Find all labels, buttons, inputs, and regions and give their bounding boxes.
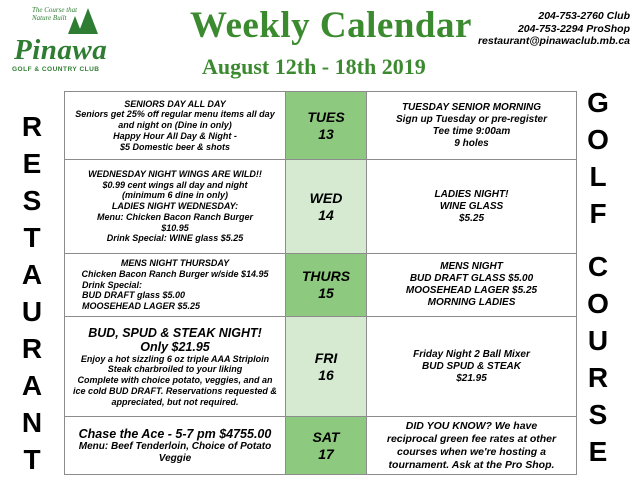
side-letter: R (587, 362, 609, 393)
day-cell (286, 317, 367, 417)
side-letter: A (21, 259, 43, 290)
side-letter: T (23, 444, 41, 475)
event-line: appreciated, but not required. (111, 396, 239, 407)
calendar-row-thursday (65, 254, 577, 317)
side-letter: T (23, 222, 41, 253)
golf-cell (367, 160, 577, 254)
calendar-row-saturday (65, 417, 577, 475)
event-line: DID YOU KNOW? We have (405, 419, 538, 432)
event-line: MENS NIGHT (440, 261, 503, 272)
side-letter: A (21, 370, 43, 401)
day-date: 14 (318, 206, 334, 223)
event-line: $0.99 cent wings all day and night (102, 179, 248, 190)
event-line: Seniors get 25% off regular menu items all day (75, 109, 275, 120)
day-date: 17 (318, 445, 334, 462)
side-spacer (578, 232, 618, 248)
golf-cell (367, 317, 577, 417)
date-range: August 12th - 18th 2019 (202, 54, 426, 79)
restaurant-cell (65, 92, 286, 160)
day-name: TUES (307, 108, 345, 125)
event-line: Drink Special: WINE glass $5.25 (106, 233, 244, 244)
day-date: 15 (318, 285, 334, 301)
day-date: 16 (318, 366, 334, 383)
day-name: THURS (301, 268, 351, 284)
side-letter: R (21, 111, 43, 142)
side-letter: E (588, 436, 608, 467)
logo-tagline: The Course that Nature Built (32, 6, 78, 22)
calendar-row-wednesday (65, 160, 577, 254)
day-cell (286, 254, 367, 317)
calendar-row-tuesday (65, 92, 577, 160)
event-line: Drink Special: (82, 279, 143, 290)
event-headline: BUD, SPUD & STEAK NIGHT! (88, 325, 262, 340)
event-line: MORNING LADIES (427, 297, 516, 308)
restaurant-cell (65, 317, 286, 417)
event-line: tournament. Ask at the Pro Shop. (388, 458, 555, 471)
proshop-phone: 204-753-2294 ProShop (517, 22, 630, 35)
restaurant-cell (65, 160, 286, 254)
side-letter: E (22, 148, 42, 179)
day-name: SAT (312, 428, 340, 445)
calendar-row-friday (65, 317, 577, 417)
event-line: WINE GLASS (439, 200, 504, 212)
event-headline: Chase the Ace - 5-7 pm $4755.00 (78, 426, 272, 441)
event-line: Menu: Beef Tenderloin, Choice of Potato (78, 440, 272, 452)
restaurant-cell (65, 254, 286, 317)
event-line: Friday Night 2 Ball Mixer (413, 348, 530, 360)
event-line: TUESDAY SENIOR MORNING (401, 101, 542, 113)
side-letter: N (21, 407, 43, 438)
event-line: Enjoy a hot sizzling 6 oz triple AAA Striploin (80, 353, 270, 364)
event-line: $5.25 (458, 212, 485, 224)
event-line: $5 Domestic beer & shots (119, 141, 231, 152)
event-line: (minimum 6 dine in only) (121, 190, 228, 201)
event-line: MOOSEHEAD LAGER $5.25 (82, 301, 201, 312)
event-line: LADIES NIGHT! (434, 188, 509, 200)
weekly-calendar-table (64, 91, 577, 475)
day-name: FRI (314, 349, 338, 366)
side-letter: F (589, 198, 607, 229)
event-line: Steak charbroiled to your liking (107, 364, 243, 375)
club-logo (6, 6, 118, 76)
event-line: MENS NIGHT THURSDAY (120, 258, 230, 268)
event-line: Tee time 9:00am (432, 125, 511, 137)
day-name: WED (309, 189, 343, 206)
event-line: and night on (Dine in only) (118, 120, 232, 131)
golf-cell (367, 92, 577, 160)
pine-tree-icon (78, 8, 98, 34)
side-letter: U (21, 296, 43, 327)
event-line: MOOSEHEAD LAGER $5.25 (405, 285, 538, 296)
event-line: Menu: Chicken Bacon Ranch Burger (96, 211, 254, 222)
side-letter: S (588, 399, 608, 430)
side-letter: R (21, 333, 43, 364)
side-letter: L (589, 161, 607, 192)
logo-name: Pinawa (14, 34, 108, 66)
event-line: $21.95 (456, 372, 487, 384)
side-letter: G (587, 87, 609, 118)
logo-subtitle: GOLF & COUNTRY CLUB (12, 66, 100, 73)
event-line: courses when we're hosting a (397, 445, 546, 458)
side-letter: C (587, 251, 609, 282)
golf-cell (367, 254, 577, 317)
event-line: 9 holes (454, 137, 489, 149)
event-line: Complete with choice potato, veggies, and an (77, 375, 273, 386)
restaurant-side-label (12, 108, 52, 478)
event-line: BUD DRAFT glass $5.00 (82, 290, 186, 301)
club-phone: 204-753-2760 Club (538, 10, 630, 22)
side-letter: O (587, 124, 609, 155)
event-line: Sign up Tuesday or pre-register (396, 113, 547, 125)
event-line: Veggie (158, 452, 192, 464)
event-line: reciprocal green fee rates at other (386, 432, 557, 445)
golf-course-side-label (578, 84, 618, 470)
day-date: 13 (318, 125, 334, 142)
email-link[interactable]: restaurant@pinawaclub.mb.ca (477, 35, 630, 47)
page-title: Weekly Calendar (190, 5, 472, 46)
event-line: $10.95 (161, 222, 189, 233)
event-line: BUD DRAFT GLASS $5.00 (409, 273, 534, 284)
side-letter: O (587, 288, 609, 319)
golf-cell (367, 417, 577, 475)
restaurant-cell (65, 417, 286, 475)
event-line: BUD SPUD & STEAK (422, 360, 521, 372)
event-line: Happy Hour All Day & Night - (113, 130, 237, 141)
event-line: LADIES NIGHT WEDNESDAY: (111, 201, 239, 212)
event-line: WEDNESDAY NIGHT WINGS ARE WILD!! (88, 168, 262, 179)
side-letter: S (22, 185, 42, 216)
contact-info (478, 10, 630, 48)
side-letter: U (587, 325, 609, 356)
event-line: Chicken Bacon Ranch Burger w/side $14.95 (81, 268, 269, 279)
day-cell (286, 92, 367, 160)
day-cell (286, 160, 367, 254)
day-cell (286, 417, 367, 475)
event-price: Only $21.95 (140, 339, 210, 354)
event-line: SENIORS DAY ALL DAY (124, 98, 226, 109)
event-line: ice cold BUD DRAFT. Reservations requested & (73, 385, 277, 396)
